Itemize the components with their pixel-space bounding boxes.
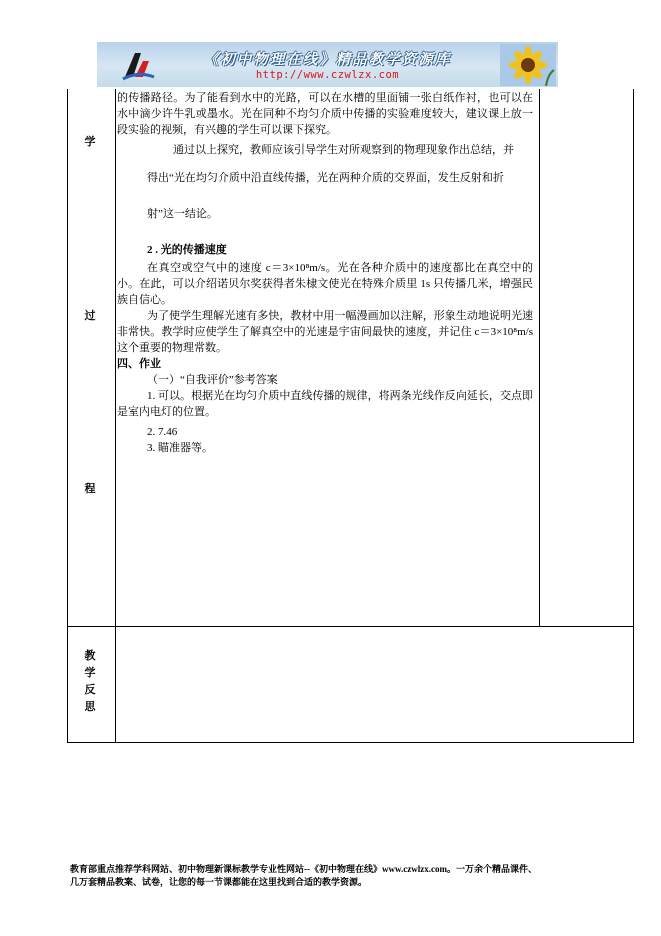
paragraph: 在真空或空气中的速度 c＝3×10⁸m/s。光在各种介质中的速度都比在真空中的小。在此，可以介绍诺贝尔奖获得者朱棣文使光在特殊介质里 1s 只传播几米，增强民族自信心。 (117, 262, 533, 306)
side-label-reflection: 思 (84, 701, 96, 713)
table-border (115, 89, 116, 743)
table-border (67, 626, 634, 627)
side-label-reflection: 学 (84, 667, 96, 679)
sunflower-icon (500, 44, 556, 86)
section-heading: 四、作业 (117, 358, 161, 370)
side-label-reflection: 反 (84, 684, 96, 696)
table-border (67, 742, 634, 743)
answer-item: 3. 瞄准器等。 (147, 442, 213, 454)
paragraph: 为了使学生理解光速有多快，教材中用一幅漫画加以注解，形象生动地说明光速非常快。教学时应使学生了解真空中的光速是宇宙间最快的速度，并记住 c＝3×10⁸m/s 这个重要的物理常数。 (117, 310, 533, 354)
sub-heading: （一）“自我评价”参考答案 (147, 374, 278, 386)
section-heading: 2 . 光的传播速度 (147, 244, 227, 256)
paragraph: 的传播路径。为了能看到水中的光路，可以在水槽的里面铺一张白纸作衬，也可以在水中滴少许牛乳或墨水。光在同种不均匀介质中传播的实验难度较大，建议课上放一段实验的视频，有兴趣的学生可以课下探究。 (117, 92, 533, 136)
paragraph: 射”这一结论。 (147, 208, 218, 220)
footer-line: 几万套精品教案、试卷，让您的每一节课都能在这里找到合适的教学资源。 (70, 877, 368, 887)
side-label-process: 程 (84, 483, 96, 495)
banner-title: 《初中物理在线》精品教学资源库 (203, 51, 452, 68)
paragraph: 得出“光在均匀介质中沿直线传播，光在两种介质的交界面，发生反射和折 (147, 172, 504, 184)
table-border (633, 89, 634, 743)
banner-url[interactable]: http://www.czwlzx.com (255, 69, 400, 81)
page-footer (70, 863, 610, 889)
header-banner (97, 42, 558, 87)
answer-item: 1. 可以。根据光在均匀介质中直线传播的规律，将两条光线作反向延长，交点即是室内电灯的位置。 (117, 390, 533, 418)
side-label-process: 学 (84, 136, 96, 148)
paragraph: 通过以上探究，教师应该引导学生对所观察到的物理现象作出总结，并 (173, 144, 514, 156)
table-border (67, 89, 68, 743)
side-label-reflection: 教 (84, 650, 96, 662)
side-label-process: 过 (84, 310, 96, 322)
answer-item: 2. 7.46 (147, 426, 178, 438)
footer-line: 教育部重点推荐学科网站、初中物理新课标教学专业性网站--《初中物理在线》www.czwlzx.com。一万余个精品课件、 (70, 864, 537, 874)
table-border (539, 89, 540, 627)
lesson-content (117, 90, 533, 456)
